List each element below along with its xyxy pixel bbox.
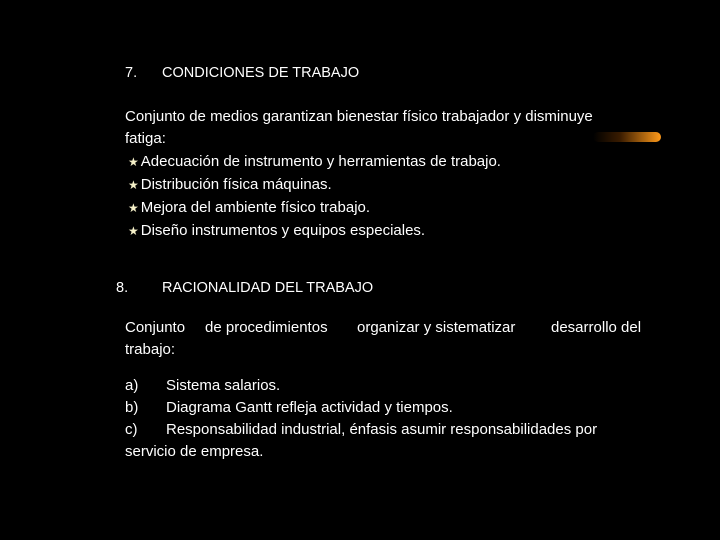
bullet-item <box>128 174 332 196</box>
section-8-title: RACIONALIDAD DEL TRABAJO <box>162 280 374 296</box>
section-7-title: CONDICIONES DE TRABAJO <box>162 65 360 81</box>
bullet-item <box>128 151 501 173</box>
section-7-number: 7. <box>125 65 138 81</box>
item-text: Responsabilidad industrial, énfasis asumir responsabilidades por <box>166 421 598 438</box>
item-text: Diagrama Gantt refleja actividad y tiempos. <box>166 399 453 416</box>
star-icon: ★ <box>128 201 139 215</box>
section-8-intro-word: Conjunto <box>125 319 186 336</box>
bullet-item <box>128 220 425 242</box>
section-8-intro-word: desarrollo del <box>551 319 642 336</box>
bullet-text: Mejora del ambiente físico trabajo. <box>140 199 371 216</box>
item-label: b) <box>125 399 139 416</box>
star-icon: ★ <box>128 155 139 169</box>
section-8-number: 8. <box>116 280 129 296</box>
section-7-intro-line2: fatiga: <box>125 130 166 147</box>
item-last-line: servicio de empresa. <box>125 443 264 460</box>
bullet-text: Distribución física máquinas. <box>140 176 332 193</box>
bullet-text: Diseño instrumentos y equipos especiales. <box>140 222 426 239</box>
star-icon: ★ <box>128 224 139 238</box>
item-label: a) <box>125 377 139 394</box>
section-8-intro-word: organizar y sistematizar <box>357 319 516 336</box>
bullet-item <box>128 197 370 219</box>
bullet-text: Adecuación de instrumento y herramientas de trabajo. <box>140 153 501 170</box>
decorative-gradient-bar <box>593 132 661 142</box>
item-label: c) <box>125 421 138 438</box>
item-text: Sistema salarios. <box>166 377 281 394</box>
section-7-intro-line1: Conjunto de medios garantizan bienestar físico trabajador y disminuye <box>125 108 593 125</box>
section-8-intro-line2: trabajo: <box>125 341 176 358</box>
section-8-intro-word: de procedimientos <box>205 319 328 336</box>
star-icon: ★ <box>128 178 139 192</box>
